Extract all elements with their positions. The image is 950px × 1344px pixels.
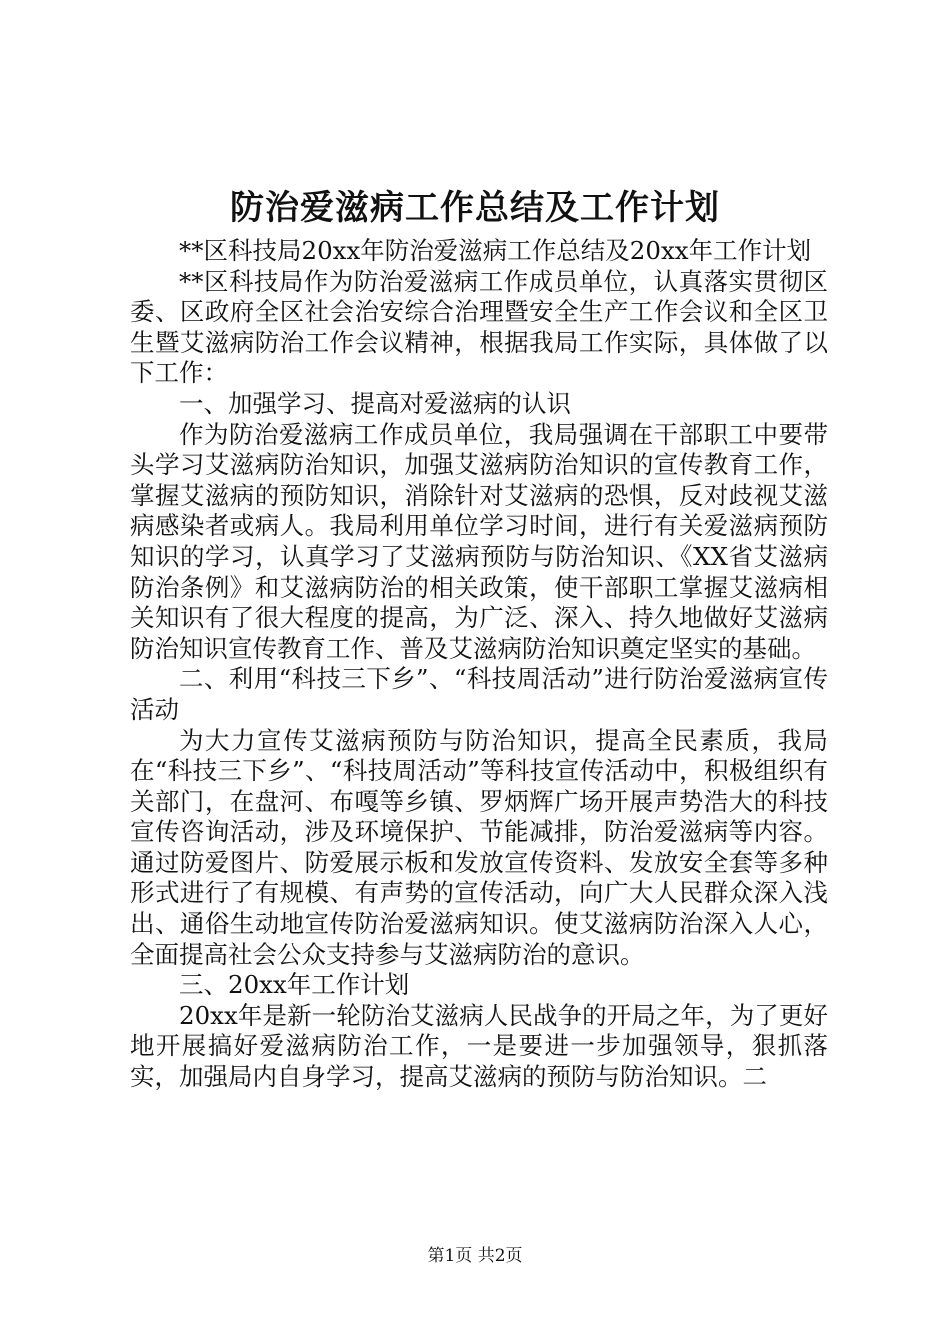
paragraph-subtitle: **区科技局20xx年防治爱滋病工作总结及20xx年工作计划 <box>179 236 812 265</box>
paragraph-intro: **区科技局作为防治爱滋病工作成员单位，认真落实贯彻区委、区政府全区社会治安综合治理暨安全生产工作会议和全区卫生暨艾滋病防治工作会议精神，根据我局工作实际，具体做了以下工作： <box>130 266 828 388</box>
document-body <box>130 236 828 1093</box>
section-heading-1: 一、加强学习、提高对爱滋病的认识 <box>179 388 571 418</box>
section-heading-2: 二、利用“科技三下乡”、“科技周活动”进行防治爱滋病宣传活动 <box>130 664 828 724</box>
section-heading-3: 三、20xx年工作计划 <box>179 970 410 1000</box>
paragraph-section-2: 为大力宣传艾滋病预防与防治知识，提高全民素质，我局在“科技三下乡”、“科技周活动”等科技宣传活动中，积极组织有关部门，在盘河、布嘎等乡镇、罗炳辉广场开展声势浩大的科技宣传咨询活动，涉及环境保护、节能减排，防治爱滋病等内容。通过防爱图片、防爱展示板和发放宣传资料、发放安全套等多种形式进行了有规模、有声势的宣传活动，向广大人民群众深入浅出、通俗生动地宣传防治爱滋病知识。使艾滋病防治深入人心，全面提高社会公众支持参与艾滋病防治的意识。 <box>130 725 828 969</box>
document-title: 防治爱滋病工作总结及工作计划 <box>230 188 720 228</box>
paragraph-section-3: 20xx年是新一轮防治艾滋病人民战争的开局之年，为了更好地开展搞好爱滋病防治工作，一是要进一步加强领导，狠抓落实，加强局内自身学习，提高艾滋病的预防与防治知识。二 <box>130 1000 828 1092</box>
paragraph-section-1: 作为防治爱滋病工作成员单位，我局强调在干部职工中要带头学习艾滋病防治知识，加强艾滋病防治知识的宣传教育工作，掌握艾滋病的预防知识，消除针对艾滋病的恐惧，反对歧视艾滋病感染者或病人。我局利用单位学习时间，进行有关爱滋病预防知识的学习，认真学习了艾滋病预防与防治知识、《XX省艾滋病防治条例》和艾滋病防治的相关政策，使干部职工掌握艾滋病相关知识有了很大程度的提高，为广泛、深入、持久地做好艾滋病防治知识宣传教育工作、普及艾滋病防治知识奠定坚实的基础。 <box>130 419 828 663</box>
page-footer: 第1页 共2页 <box>427 1246 523 1266</box>
